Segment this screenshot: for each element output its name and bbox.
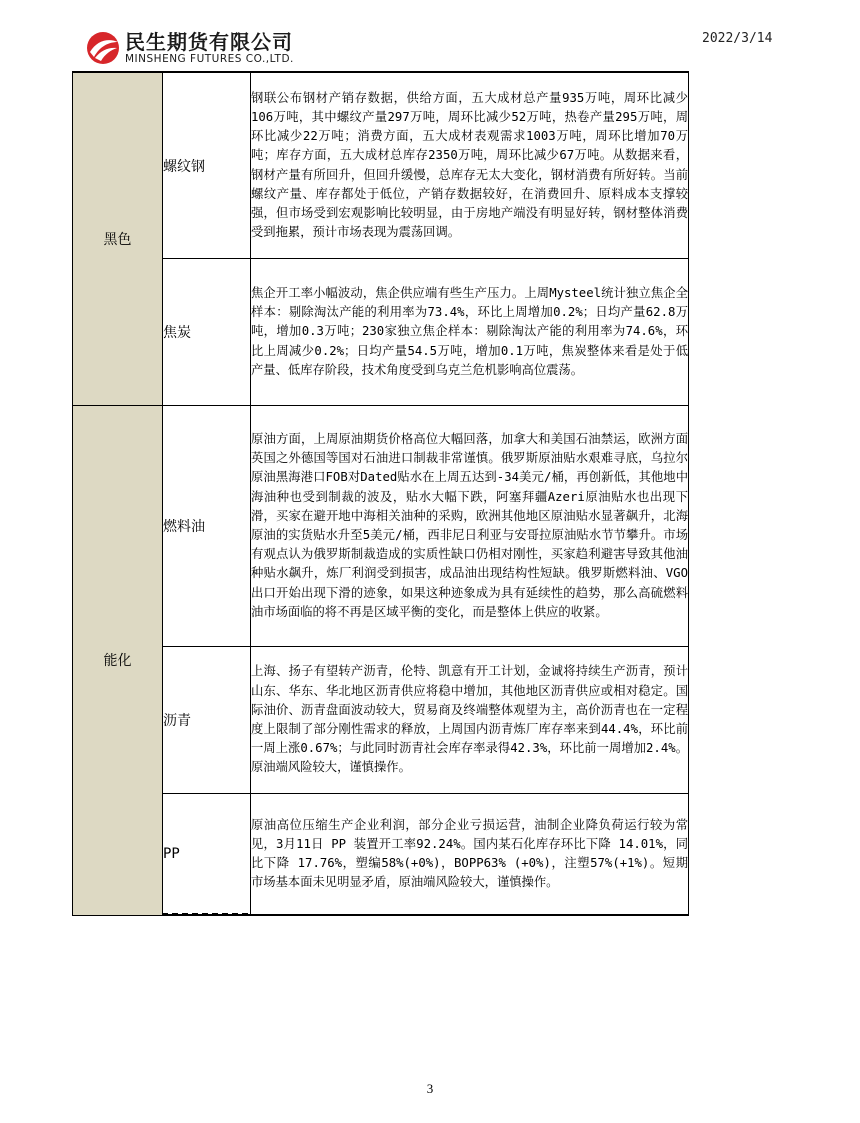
commodity-name: 沥青 [163, 647, 251, 794]
company-logo [85, 26, 294, 70]
commodity-analysis: 焦企开工率小幅波动，焦企供应端有些生产压力。上周Mysteel统计独立焦企全样本：剔除淘汰产能的利用率为73.4%，环比上周增加0.2%；日均产量62.8万吨，增加0.3万吨；230家独立焦企样本：剔除淘汰产能的利用率为74.6%，环比上周减少0.2%；日均产量54.5万吨，增加0.1万吨，焦炭整体来看是处于低产量、低库存阶段，技术角度受到乌克兰危机影响高位震荡。 [251, 259, 689, 406]
company-name-cn: 民生期货有限公司 [125, 30, 293, 54]
category-cell: 黑色 [73, 73, 163, 406]
header-divider [72, 71, 689, 73]
table-row [73, 647, 689, 794]
commodity-name: 焦炭 [163, 259, 251, 406]
table-row [73, 259, 689, 406]
table-row [73, 794, 689, 916]
commodity-analysis: 原油方面，上周原油期货价格高位大幅回落，加拿大和美国石油禁运，欧洲方面英国之外德国等国对石油进口制裁非常谨慎。俄罗斯原油贴水艰难寻底，乌拉尔原油黑海港口FOB对Dated贴水在上周五达到-34美元/桶，再创新低，其他地中海油种也受到制裁的波及，贴水大幅下跌，阿塞拜疆Azeri原油贴水也出现下滑，买家在避开地中海相关油种的采购，欧洲其他地区原油贴水显著飙升，北海原油的实货贴水升至5美元/桶，西非尼日利亚与安哥拉原油贴水节节攀升。市场有观点认为俄罗斯制裁造成的实质性缺口仍相对刚性，买家趋利避害导致其他油种贴水飙升，炼厂利润受到损害，成品油出现结构性短缺。俄罗斯燃料油、VGO出口开始出现下滑的迹象，如果这种迹象成为具有延续性的趋势，那么高硫燃料油市场面临的将不再是区域平衡的变化，而是整体上供应的收紧。 [251, 406, 689, 647]
category-cell: 能化 [73, 406, 163, 916]
commodity-analysis: 钢联公布钢材产销存数据，供给方面，五大成材总产量935万吨，周环比减少106万吨，其中螺纹产量297万吨，周环比减少52万吨，热卷产量295万吨，周环比减少22万吨；消费方面，五大成材表观需求1003万吨，周环比增加70万吨；库存方面，五大成材总库存2350万吨，周环比减少67万吨。从数据来看，钢材产量有所回升，但回升缓慢，总库存无太大变化，钢材消费有所好转。当前螺纹产量、库存都处于低位，产销存数据较好，在消费回升、原料成本支撑较强，但市场受到宏观影响比较明显，由于房地产端没有明显好转，钢材整体消费受到拖累，预计市场表现为震荡回调。 [251, 73, 689, 259]
company-name-en: MINSHENG FUTURES CO.,LTD. [125, 53, 294, 65]
commodity-name: PP [163, 794, 251, 916]
page-header [0, 0, 860, 75]
table-row [73, 73, 689, 259]
commodity-analysis: 原油高位压缩生产企业利润，部分企业亏损运营，油制企业降负荷运行较为常见，3月11日 PP 装置开工率92.24%。国内某石化库存环比下降 14.01%，同比下降 17.76%，塑编58%(+0%)，BOPP63% (+0%)，注塑57%(+1%)。短期市场基本面未见明显矛盾，原油端风险较大，谨慎操作。 [251, 794, 689, 916]
commodity-name: 螺纹钢 [163, 73, 251, 259]
commodity-name: 燃料油 [163, 406, 251, 647]
table-row [73, 406, 689, 647]
page-number: 3 [426, 1081, 434, 1096]
minsheng-logo-icon [85, 30, 121, 66]
table-dashed-line [162, 913, 248, 915]
report-date: 2022/3/14 [702, 31, 773, 46]
commodity-analysis: 上海、扬子有望转产沥青，伦特、凯意有开工计划，金诚将持续生产沥青，预计山东、华东、华北地区沥青供应将稳中增加，其他地区沥青供应或相对稳定。国际油价、沥青盘面波动较大，贸易商及终端整体观望为主，高价沥青也在一定程度上限制了部分刚性需求的释放，上周国内沥青炼厂库存率来到44.4%，环比前一周上涨0.67%；与此同时沥青社会库存率录得42.3%，环比前一周增加2.4%。原油端风险较大，谨慎操作。 [251, 647, 689, 794]
commodity-table [72, 72, 689, 916]
